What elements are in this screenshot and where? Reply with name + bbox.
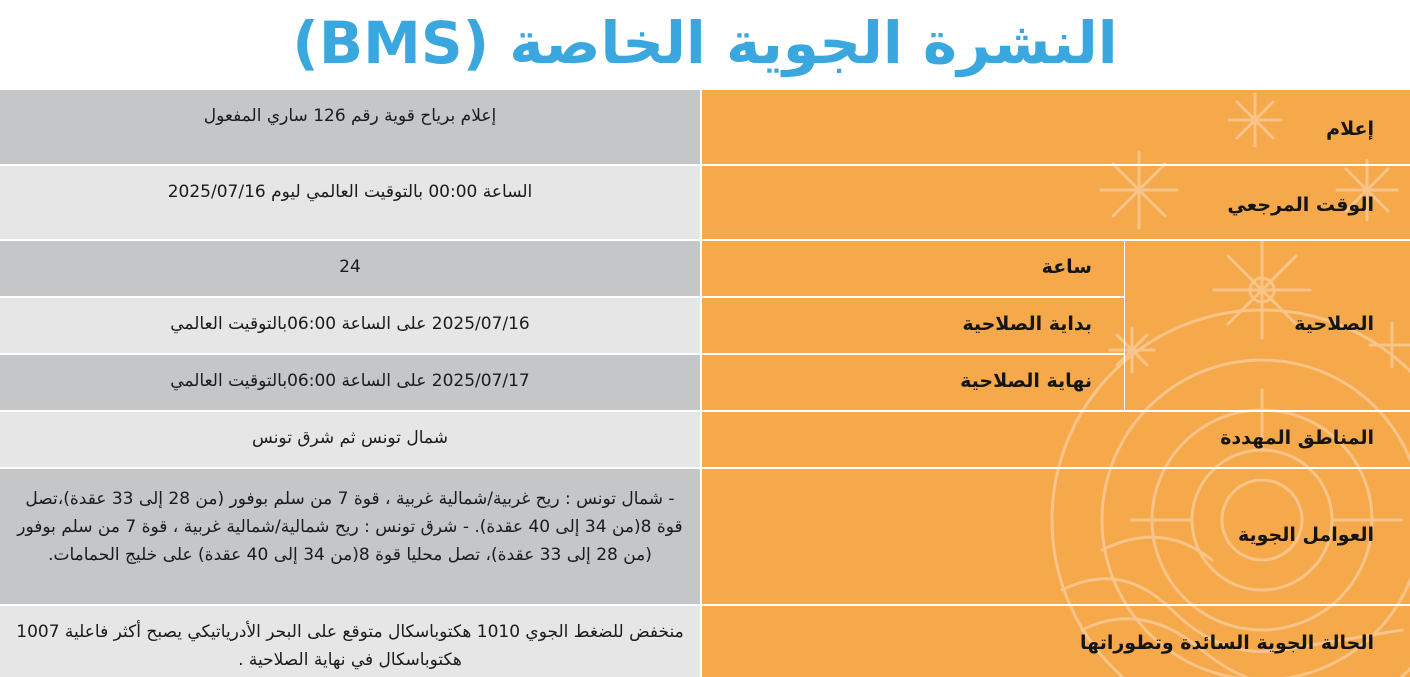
alert-label: إعلام: [1326, 118, 1374, 140]
reference-time-value: الساعة 00:00 بالتوقيت العالمي ليوم 2025/07/16: [0, 166, 700, 239]
row-divider: [0, 604, 1410, 606]
alert-value: إعلام برياح قوية رقم 126 ساري المفعول: [0, 90, 700, 164]
row-divider: [0, 164, 1410, 166]
reference-time-label: الوقت المرجعي: [1227, 194, 1374, 216]
row-divider: [0, 239, 1410, 241]
row-divider: [0, 353, 1124, 355]
weather-factors-label: العوامل الجوية: [1237, 524, 1374, 546]
row-divider: [0, 410, 1410, 412]
validity-label: الصلاحية: [1294, 313, 1374, 335]
prevailing-situation-value: منخفض للضغط الجوي 1010 هكتوباسكال متوقع على البحر الأدرياتيكي يصبح أكثر فاعلية 1007 هكتوباسكال في نهاية الصلاحية .: [0, 606, 700, 677]
label-panel: [702, 90, 1410, 677]
row-divider: [0, 296, 1124, 298]
page-title: النشرة الجوية الخاصة (BMS): [292, 9, 1118, 77]
threatened-areas-value: شمال تونس ثم شرق تونس: [0, 412, 700, 467]
validity-end-value: 2025/07/17 على الساعة 06:00بالتوقيت العالمي: [0, 355, 700, 410]
prevailing-situation-label: الحالة الجوية السائدة وتطوراتها: [1080, 632, 1374, 654]
validity-start-value: 2025/07/16 على الساعة 06:00بالتوقيت العالمي: [0, 298, 700, 353]
validity-start-label: بداية الصلاحية: [962, 313, 1092, 335]
threatened-areas-label: المناطق المهددة: [1220, 427, 1374, 449]
row-divider: [0, 467, 1410, 469]
validity-hours-value: 24: [0, 241, 700, 296]
validity-divider: [1124, 241, 1125, 410]
bulletin-table: [0, 90, 1410, 677]
validity-hours-label: ساعة: [1041, 256, 1092, 278]
validity-end-label: نهاية الصلاحية: [960, 370, 1092, 392]
weather-factors-value: - شمال تونس : ريح غربية/شمالية غربية ، قوة 7 من سلم بوفور (من 28 إلى 33 عقدة)،تصل قوة 8(من 34 إلى 40 عقدة). - شرق تونس : ريح شمالية/شمالية غربية ، قوة 7 من سلم بوفور (من 28 إلى 33 عقدة)، تصل محليا قوة 8(من 34 إلى 40 عقدة) على خليج الحمامات.: [0, 469, 700, 604]
